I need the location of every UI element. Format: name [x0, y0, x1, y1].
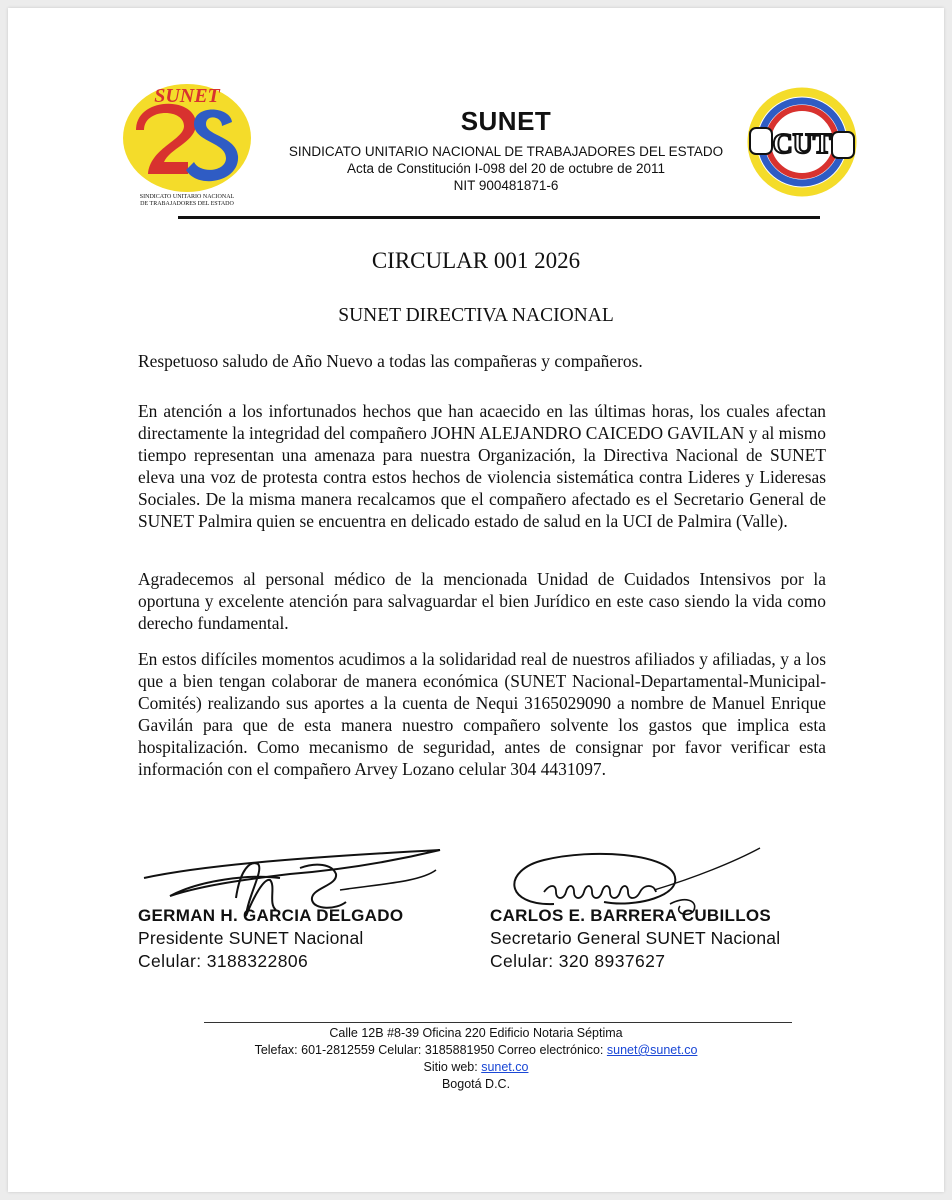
signature-block-president: [138, 906, 478, 972]
sunet-logo: [114, 78, 260, 210]
footer-website-label: Sitio web:: [423, 1060, 482, 1074]
constitution-act: Acta de Constitución I-098 del 20 de octubre de 2011: [347, 161, 665, 176]
union-full-name: SINDICATO UNITARIO NACIONAL DE TRABAJADORES DEL ESTADO: [288, 144, 724, 159]
paragraph-thanks: Agradecemos al personal médico de la mencionada Unidad de Cuidados Intensivos por la oportuna y excelente atención para salvaguardar el bien Jurídico en este caso siendo la vida como derecho fundamental.: [138, 569, 826, 633]
signer-role: Secretario General SUNET Nacional: [490, 928, 781, 948]
signer-phone: Celular: 3188322806: [138, 951, 309, 971]
signer-phone: Celular: 320 8937627: [490, 951, 666, 971]
paragraph-solidarity: En estos difíciles momentos acudimos a la solidaridad real de nuestros afiliados y afiliadas, y a los que a bien tengan colaborar de manera económica (SUNET Nacional-Departamental-Municipal-Comités) realizando sus aportes a la cuenta de Nequi 3165029090 a nombre de Manuel Enrique Gavilán para que de esta manera nuestro compañero solvente los gastos que implica esta hospitalización. Como mecanismo de seguridad, antes de consignar por favor verificar esta información con el compañero Arvey Lozano celular 304 4431097.: [138, 649, 826, 779]
signer-name: CARLOS E. BARRERA CUBILLOS: [490, 906, 772, 925]
footer-divider: [204, 1022, 792, 1023]
document-page: [8, 8, 944, 1192]
paragraph-incident: En atención a los infortunados hechos que han acaecido en las últimas horas, los cuales afectan directamente la integridad del compañero JOHN ALEJANDRO CAICEDO GAVILAN y al mismo tiempo representan una amenaza para nuestra Organización, la Directiva Nacional de SUNET eleva una voz de protesta contra estos hechos de violencia sistemática contra Lideres y Lideresas Sociales. De la misma manera recalcamos que el compañero afectado es el Secretario General de SUNET Palmira quien se encuentra en delicado estado de salud en la UCI de Palmira (Valle).: [138, 401, 826, 531]
cut-logo: [740, 86, 864, 198]
footer-city: Bogotá D.C.: [441, 1077, 511, 1091]
svg-text:DE TRABAJADORES DEL ESTADO: DE TRABAJADORES DEL ESTADO: [140, 201, 234, 207]
footer-contact: [8, 1043, 944, 1057]
union-name-title: SUNET: [460, 106, 552, 136]
header-divider: [178, 216, 820, 219]
website-link[interactable]: sunet.co: [481, 1060, 529, 1074]
circular-number: CIRCULAR 001 2026: [371, 248, 581, 273]
signature-block-secretary: [490, 906, 850, 972]
email-link[interactable]: sunet@sunet.co: [606, 1043, 698, 1057]
footer-address: Calle 12B #8-39 Oficina 220 Edificio Notaria Séptima: [329, 1026, 623, 1040]
signer-name: GERMAN H. GARCIA DELGADO: [138, 906, 404, 925]
footer-website: [8, 1060, 944, 1074]
svg-text:SINDICATO UNITARIO NACIONAL: SINDICATO UNITARIO NACIONAL: [139, 194, 235, 200]
footer-contact-text: Telefax: 601-2812559 Celular: 3185881950 Correo electrónico:: [254, 1043, 607, 1057]
document-subtitle: SUNET DIRECTIVA NACIONAL: [338, 305, 614, 326]
svg-text:CUT: CUT: [772, 129, 832, 160]
svg-text:SUNET: SUNET: [154, 85, 220, 107]
signer-role: Presidente SUNET Nacional: [138, 928, 364, 948]
nit-number: NIT 900481871-6: [453, 178, 559, 193]
paragraph-greeting: Respetuoso saludo de Año Nuevo a todas las compañeras y compañeros.: [138, 351, 643, 371]
